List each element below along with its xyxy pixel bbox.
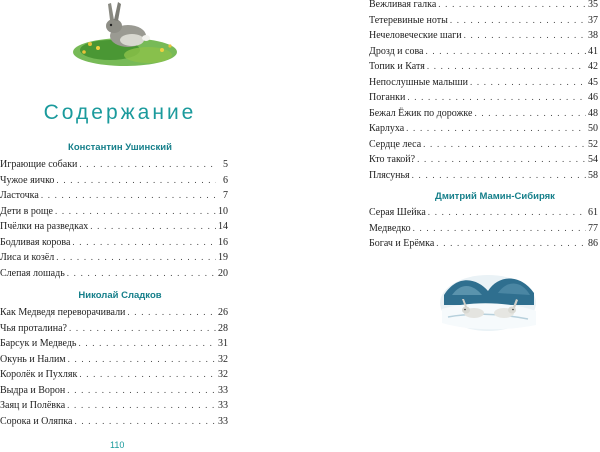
dot-leader (436, 236, 586, 252)
entry-title: Ласточка (0, 190, 39, 201)
section-author-sladkov: Николай Сладков (78, 290, 162, 301)
entry-title: Бодливая корова (0, 236, 71, 248)
toc-entry[interactable] (369, 13, 598, 29)
entry-title: Пчёлки на разведках (0, 221, 89, 232)
hares-in-snow-illustration (438, 265, 538, 335)
toc-entry[interactable] (0, 321, 228, 337)
toc-entry[interactable] (0, 398, 228, 414)
section-author-mamin-sibiryak: Дмитрий Мамин-Сибиряк (435, 191, 555, 202)
toc-entry[interactable] (0, 188, 228, 204)
dot-leader (41, 188, 216, 204)
dot-leader (74, 414, 216, 430)
dot-leader (474, 106, 586, 122)
dot-leader (72, 235, 216, 251)
entry-page: 5 (223, 159, 228, 170)
dot-leader (464, 28, 586, 44)
entry-title: Дети в роще (0, 205, 53, 217)
page-number: 110 (110, 440, 125, 450)
entry-title: Играющие собаки (0, 159, 78, 170)
dot-leader (67, 398, 216, 414)
entry-title: Бежал Ёжик по дорожке (369, 107, 473, 119)
entry-page: 77 (588, 222, 598, 234)
entry-page: 19 (218, 252, 228, 263)
entry-page: 31 (218, 338, 228, 349)
entry-page: 6 (223, 174, 228, 186)
entry-title: Медведко (369, 222, 411, 234)
entry-title: Тетеревиные ноты (369, 14, 448, 26)
toc-entry[interactable] (369, 75, 598, 91)
entry-title: Королёк и Пухляк (0, 369, 78, 380)
toc-entry[interactable] (0, 383, 228, 399)
entry-page: 46 (588, 92, 598, 103)
entry-title: Карлуха (369, 123, 405, 134)
toc-entry[interactable] (0, 157, 228, 173)
entry-title: Серая Шейка (369, 207, 426, 218)
dot-leader (67, 383, 216, 399)
entry-title: Топик и Катя (369, 61, 425, 72)
toc-entry[interactable] (369, 90, 598, 106)
entry-page: 10 (218, 205, 228, 217)
toc-entry[interactable] (369, 0, 598, 13)
dot-leader (428, 205, 586, 221)
entry-page: 35 (588, 0, 598, 10)
toc-entry[interactable] (369, 44, 598, 60)
toc-entry[interactable] (369, 106, 598, 122)
toc-entry[interactable] (0, 250, 228, 266)
dot-leader (426, 44, 587, 60)
hare-on-grass-illustration (70, 0, 180, 70)
entry-title: Нечеловеческие шаги (369, 30, 462, 41)
entry-title: Плясунья (369, 169, 410, 181)
toc-entry[interactable] (0, 336, 228, 352)
entry-page: 37 (588, 14, 598, 26)
dot-leader (450, 13, 586, 29)
dot-leader (417, 152, 586, 168)
toc-entry[interactable] (0, 204, 228, 220)
dot-leader (90, 219, 216, 235)
contents-heading: Содержание (43, 101, 197, 124)
entry-page: 45 (588, 76, 598, 88)
entry-page: 41 (588, 45, 598, 57)
entry-title: Барсук и Медведь (0, 338, 77, 349)
entry-title: Дрозд и сова (369, 45, 424, 57)
entry-title: Чужое яичко (0, 174, 55, 186)
entry-page: 54 (588, 154, 598, 165)
toc-list-sladkov-continued (369, 0, 598, 183)
entry-page: 38 (588, 30, 598, 41)
dot-leader (423, 137, 586, 153)
entry-page: 48 (588, 107, 598, 119)
dot-leader (438, 0, 586, 13)
dot-leader (55, 204, 216, 220)
dot-leader (406, 121, 586, 137)
entry-page: 42 (588, 61, 598, 72)
entry-title: Сорока и Оляпка (0, 415, 73, 427)
dot-leader (412, 168, 586, 184)
entry-title: Окунь и Налим (0, 353, 66, 365)
entry-page: 32 (218, 353, 228, 365)
toc-entry[interactable] (0, 173, 228, 189)
section-author-ushinsky: Константин Ушинский (68, 142, 172, 153)
dot-leader (78, 336, 216, 352)
entry-page: 50 (588, 123, 598, 134)
entry-page: 7 (223, 190, 228, 201)
entry-title: Чья проталина? (0, 322, 67, 334)
entry-title: Непослушные малыши (369, 76, 468, 88)
toc-entry[interactable] (369, 121, 598, 137)
entry-title: Слепая лошадь (0, 267, 65, 279)
toc-entry[interactable] (0, 235, 228, 251)
toc-entry[interactable] (369, 236, 598, 252)
entry-page: 58 (588, 169, 598, 181)
toc-entry[interactable] (0, 352, 228, 368)
toc-list-mamin-sibiryak (369, 205, 598, 252)
entry-title: Лиса и козёл (0, 252, 55, 263)
toc-entry[interactable] (369, 59, 598, 75)
toc-list-ushinsky (0, 157, 228, 281)
dot-leader (56, 250, 216, 266)
toc-entry[interactable] (369, 221, 598, 237)
entry-title: Богач и Ерёмка (369, 238, 435, 249)
dot-leader (427, 59, 586, 75)
entry-page: 33 (218, 384, 228, 396)
dot-leader (470, 75, 586, 91)
toc-entry[interactable] (0, 266, 228, 282)
dot-leader (67, 266, 216, 282)
dot-leader (69, 321, 216, 337)
toc-entry[interactable] (369, 152, 598, 168)
dot-leader (56, 173, 216, 189)
dot-leader (127, 305, 216, 321)
entry-page: 52 (588, 138, 598, 150)
toc-entry[interactable] (369, 137, 598, 153)
toc-entry[interactable] (369, 205, 598, 221)
entry-page: 20 (218, 267, 228, 279)
dot-leader (407, 90, 586, 106)
dot-leader (413, 221, 586, 237)
entry-title: Поганки (369, 92, 406, 103)
entry-page: 26 (218, 307, 228, 318)
entry-title: Сердце леса (369, 138, 422, 150)
entry-title: Выдра и Ворон (0, 384, 66, 396)
dot-leader (79, 157, 216, 173)
entry-page: 33 (218, 415, 228, 427)
toc-entry[interactable] (0, 414, 228, 430)
entry-page: 28 (218, 322, 228, 334)
entry-title: Заяц и Полёвка (0, 400, 66, 411)
toc-entry[interactable] (0, 367, 228, 383)
entry-page: 14 (218, 221, 228, 232)
entry-title: Вежливая галка (369, 0, 437, 10)
toc-entry[interactable] (369, 28, 598, 44)
toc-list-sladkov (0, 305, 228, 429)
toc-entry[interactable] (0, 305, 228, 321)
entry-title: Кто такой? (369, 154, 416, 165)
entry-page: 61 (588, 207, 598, 218)
entry-page: 32 (218, 369, 228, 380)
entry-page: 16 (218, 236, 228, 248)
entry-page: 86 (588, 238, 598, 249)
entry-title: Как Медведя переворачивали (0, 307, 126, 318)
dot-leader (79, 367, 216, 383)
toc-entry[interactable] (369, 168, 598, 184)
entry-page: 33 (218, 400, 228, 411)
toc-entry[interactable] (0, 219, 228, 235)
dot-leader (68, 352, 216, 368)
